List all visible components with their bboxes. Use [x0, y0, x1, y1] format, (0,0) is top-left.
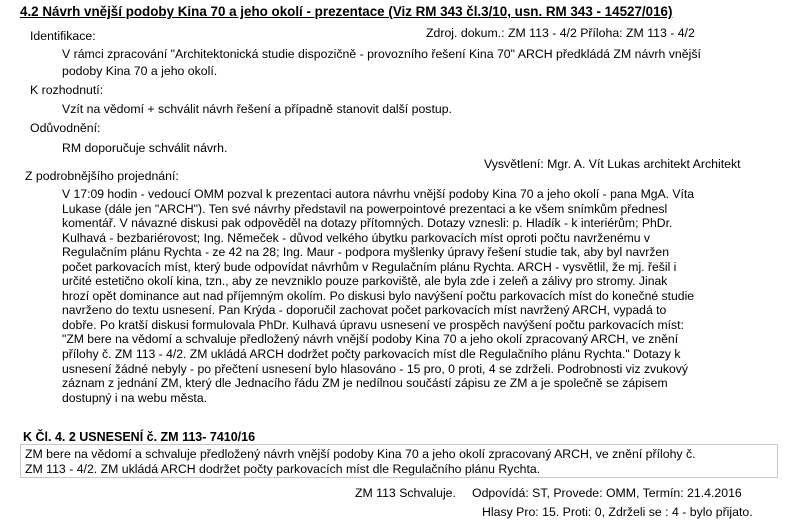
projednani-line: určité estetično okolí kina, tzn., aby ze nevzniklo pouze parkoviště, ale byla zde i zeleň a zálivy pro stromy. Jinak — [62, 274, 668, 289]
odpovida-text: Odpovídá: ST, Provede: OMM, Termín: 21.4.2016 — [472, 486, 742, 500]
projednani-label: Z podrobnějšího projednání: — [25, 169, 179, 183]
agenda-item-title: 4.2 Návrh vnější podoby Kina 70 a jeho okolí - prezentace (Viz RM 343 čl.3/10, usn. RM 343 - 14527/016) — [20, 4, 673, 19]
usneseni-text-line: ZM 113 - 4/2. ZM ukládá ARCH dodržet počty parkovacích míst dle Regulačního plánu Rychta. — [25, 462, 541, 476]
oduvodneni-text: RM doporučuje schválit návrh. — [62, 141, 228, 155]
identifikace-label: Identifikace: — [30, 29, 96, 43]
identifikace-text-line: podoby Kina 70 a jeho okolí. — [62, 64, 218, 78]
vote-result: Hlasy Pro: 15. Proti: 0, Zdrželi se : 4 - bylo přijato. — [482, 505, 753, 519]
projednani-line: přílohy č. ZM 113 - 4/2. ZM ukládá ARCH dodržet počty parkovacích míst dle Regulačního plánu Rychta." Dotazy k — [62, 347, 681, 362]
rozhodnuti-text: Vzít na vědomí + schválit návrh řešení a případně stanovit další postup. — [62, 102, 452, 116]
vysvetleni-presenter: Vysvětlení: Mgr. A. Vít Lukas architekt Architekt — [484, 157, 741, 171]
projednani-line: usnesení žádné nebyly - po přečtení usnesení bylo hlasováno - 15 pro, 0 proti, 4 se zdrželi. Podrobnosti viz zvukový — [62, 361, 688, 376]
identifikace-text-line: V rámci zpracování "Architektonická studie dispozičně - provozního řešení Kina 70" ARCH předkládá ZM návrh vnější — [62, 47, 701, 61]
source-document-reference: Zdroj. dokum.: ZM 113 - 4/2 Příloha: ZM 113 - 4/2 — [426, 26, 695, 40]
rozhodnuti-label: K rozhodnutí: — [30, 83, 104, 97]
schvaluje-text: ZM 113 Schvaluje. — [355, 486, 456, 500]
usneseni-box — [20, 444, 778, 478]
usneseni-heading: K Čl. 4. 2 USNESENÍ č. ZM 113- 7410/16 — [23, 430, 256, 444]
projednani-line: navrženo do textu usnesení. Pan Krýda - doporučil zachovat počet parkovacích míst navržený ARCH, vypadá to — [62, 303, 667, 318]
usneseni-text-line: ZM bere na vědomí a schvaluje předložený návrh vnější podoby Kina 70 a jeho okolí zpracovaný ARCH, ve znění přílohy č. — [25, 447, 696, 461]
projednani-line: komentář. V návazné diskusi pak odpověděl na dotazy přítomných. Dotazy vznesli: p. Hladík - k interiérům; PhDr. — [62, 216, 673, 231]
projednani-body — [62, 187, 770, 405]
projednani-line: Lukase (dále jen "ARCH"). Ten své návrhy představil na powerpointové prezentaci a ke všem snímkům přednesl — [62, 201, 668, 216]
projednani-line: záznam z jednání ZM, který dle Jednacího řádu ZM je nedílnou součástí zápisu ze ZM a je společně se zápisem — [62, 376, 668, 391]
projednani-line: Kulhavá - bezbariérovost; Ing. Němeček - důvod velkého úbytku parkovacích míst oproti počtu navrženému v — [62, 230, 651, 245]
projednani-line: dobře. Po kratší diskusi formulovala PhDr. Kulhavá úpravu usnesení ve prospěch navýšení počtu parkovacích míst: — [62, 317, 684, 332]
oduvodneni-label: Odůvodnění: — [30, 121, 101, 135]
projednani-line: "ZM bere na vědomí a schvaluje předložený návrh vnější podoby Kina 70 a jeho okolí zpracovaný ARCH, ve znění — [62, 332, 679, 347]
projednani-line: Regulačním plánu Rychta - ze 42 na 28; Ing. Maur - podpora myšlenky úpravy řešení studie tak, aby byl navržen — [62, 245, 669, 260]
projednani-line: dostupný i na webu města. — [62, 390, 207, 405]
projednani-line: počet parkovacích míst, který bude odpovídat návrhům v Regulačním plánu Rychta. ARCH - vysvětlil, že mj. řešil i — [62, 259, 677, 274]
projednani-line: hrozí opět dominance aut nad příjemným okolím. Po diskusi bylo navýšení počtu parkovacích míst do konečné studie — [62, 288, 695, 303]
projednani-line: V 17:09 hodin - vedoucí OMM pozval k prezentaci autora návrhu vnější podoby Kina 70 a jeho okolí - pana MgA. Víta — [62, 187, 695, 201]
